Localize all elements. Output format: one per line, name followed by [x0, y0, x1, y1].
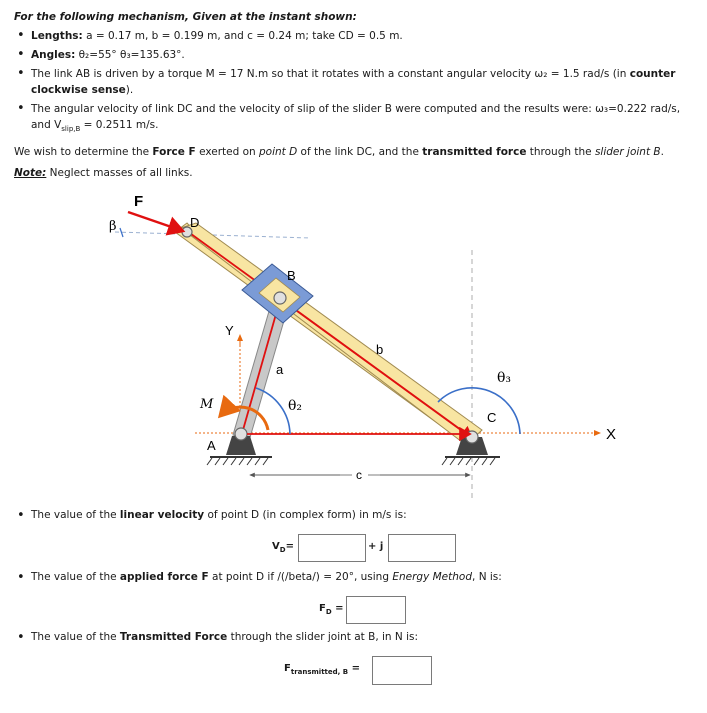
pin-b — [274, 292, 286, 304]
label-a: a — [276, 362, 284, 377]
question-applied-force: • The value of the applied force F at point D if /(/beta/) = 20°, using Energy Method, N is: — [14, 570, 502, 585]
fd-input[interactable] — [346, 596, 406, 624]
label-x: X — [606, 426, 617, 443]
plus-j-label: + j — [368, 541, 384, 552]
vd-label: $V_D=$ — [272, 541, 294, 554]
b-vector-arrow — [282, 300, 472, 438]
question-transmitted-force: • The value of the Transmitted Force through the slider joint at B, in N is: — [14, 630, 418, 645]
drive-item: • The link AB is driven by a torque M = 17 N.m so that it rotates with a constant angular velocity ω₂ = 1.5 rad/s (in counter clockwise sense). — [14, 66, 694, 98]
label-m: M — [200, 397, 214, 412]
label-a-joint: A — [207, 438, 216, 453]
lengths-item: • Lengths: a = 0.17 m, b = 0.199 m, and c = 0.24 m; take CD = 0.5 m. — [14, 28, 694, 44]
ftransmitted-label: $F_{transmitted, B}$ = — [284, 663, 360, 676]
vd-imag-input[interactable] — [388, 534, 456, 562]
label-b-link: b — [376, 342, 384, 357]
label-theta2: θ₂ — [288, 398, 303, 414]
force-f-arrow — [128, 212, 183, 231]
question-velocity: • The value of the linear velocity of point D (in complex form) in m/s is: — [14, 508, 407, 523]
note-text: Note: Neglect masses of all links. — [14, 167, 193, 179]
goal-text: We wish to determine the Force F exerted on point D of the link DC, and the transmitted force through the slider joint B. — [14, 146, 664, 158]
ftransmitted-input[interactable] — [372, 656, 432, 685]
label-theta3: θ₃ — [497, 370, 512, 386]
label-y: Y — [225, 323, 234, 338]
vd-real-input[interactable] — [298, 534, 366, 562]
label-d: D — [190, 215, 200, 230]
label-b-joint: B — [287, 268, 296, 283]
ground-a-hatch — [207, 458, 268, 465]
label-c-joint: C — [487, 410, 497, 425]
pin-c — [466, 431, 478, 443]
label-f: F — [134, 193, 144, 210]
angular-velocity-item: • The angular velocity of link DC and the velocity of slip of the slider B were computed and the results were: ω₃=0.222 rad/s, and $V_{slip,B} = 0.2511$ m/s. — [14, 101, 694, 137]
angles-item: • Angles: θ₂=55° θ₃=135.63°. — [14, 47, 694, 63]
pin-a — [235, 428, 247, 440]
ground-c-hatch — [442, 458, 495, 465]
intro-text: For the following mechanism, Given at the instant shown: — [14, 11, 357, 23]
label-c-dim: c — [356, 468, 362, 482]
fd-label: $F_D$ = — [319, 603, 344, 616]
label-beta: β — [109, 219, 117, 234]
